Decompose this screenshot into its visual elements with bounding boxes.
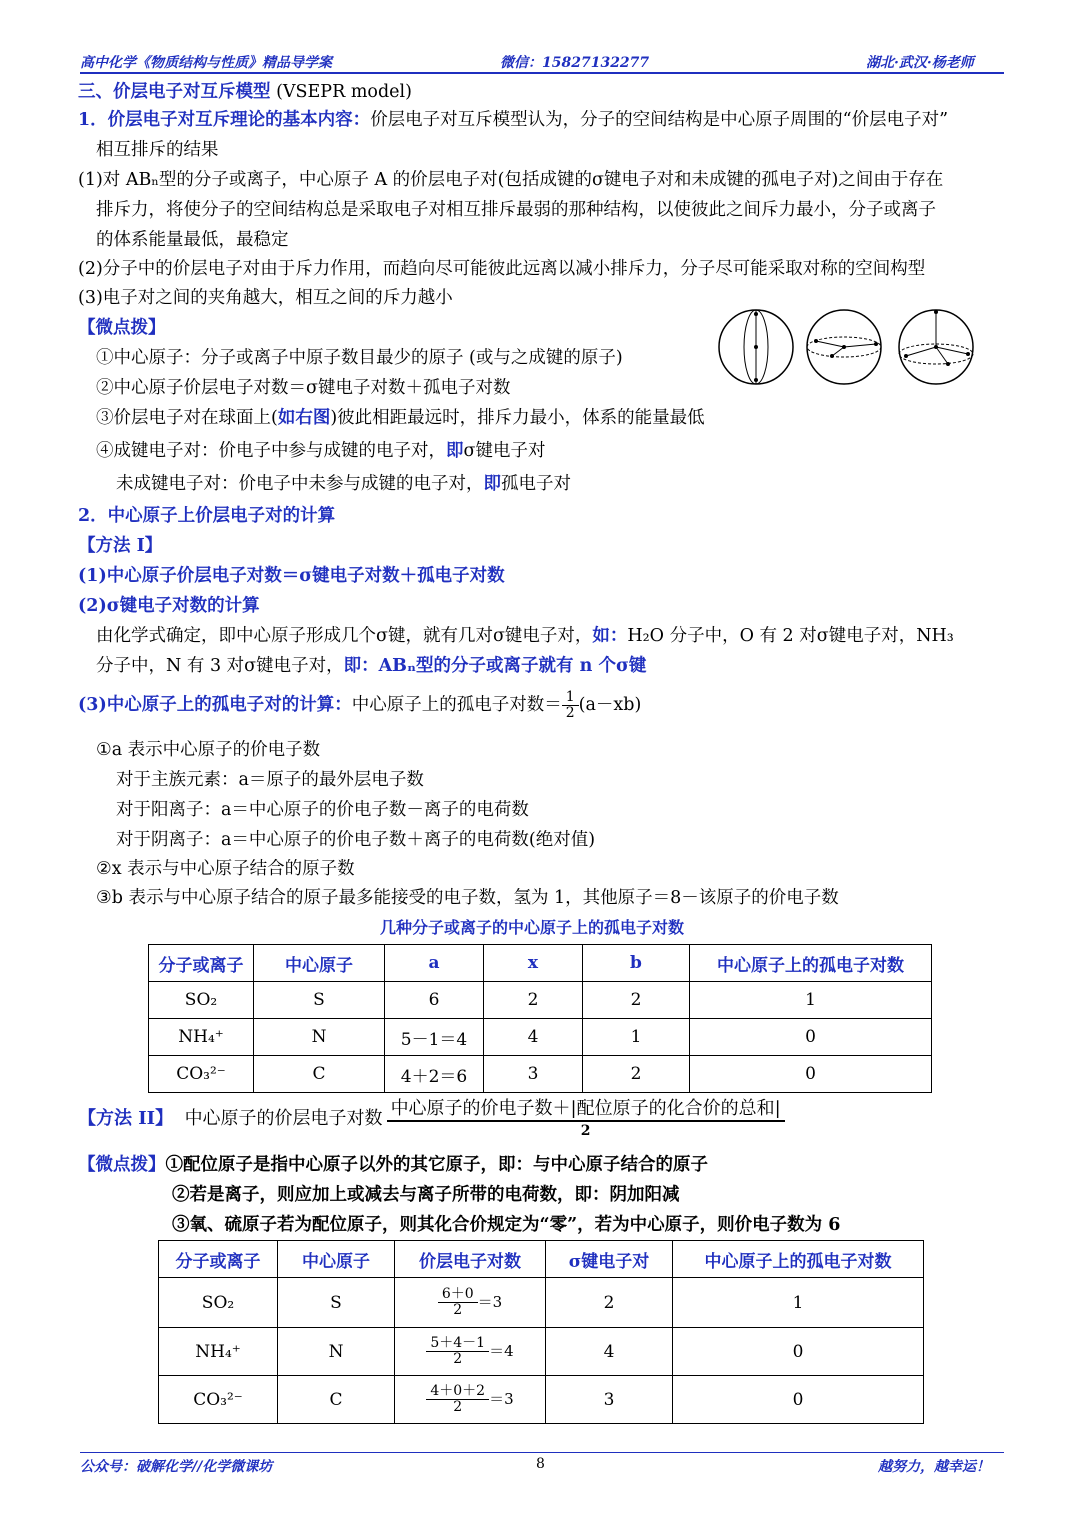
sphere-trigonal-icon [807, 310, 881, 384]
p2-a6: ③b 表示与中心原子结合的原子最多能接受的电子数，氢为 1，其他原子＝8－该原子的价电子数 [96, 888, 839, 908]
t1-header: 分子或离子 [149, 945, 254, 982]
p1-line2: 相互排斥的结果 [96, 140, 219, 160]
footer-right: 越努力，越幸运！ [878, 1459, 990, 1475]
tip1-c: ③价层电子对在球面上(如右图)彼此相距最远时，排斥力最小，体系的能量最低 [96, 408, 705, 428]
cell: CO₃²⁻ [149, 1056, 254, 1093]
fraction-half: $\frac{1}{2}$ [562, 690, 579, 721]
t2-header: 价层电子对数 [395, 1241, 546, 1278]
p2-a3: 对于阳离子：a＝中心原子的价电子数－离子的电荷数 [116, 800, 529, 820]
tip1-e: 未成键电子对：价电子中未参与成键的电子对，即孤电子对 [116, 474, 571, 494]
method1-label: 【方法 I】 [78, 536, 163, 556]
tip1-label: 【微点拨】 [78, 318, 166, 338]
cell: 2 [583, 1056, 690, 1093]
p2-f2b: 分子中，N 有 3 对σ键电子对，即：ABₙ型的分子或离子就有 n 个σ键 [96, 656, 647, 676]
cell: 2 [484, 982, 583, 1019]
cell: $\frac{5+4-1}{2}$ ＝4 [395, 1328, 546, 1376]
table-row [149, 1019, 932, 1056]
p2-a2: 对于主族元素：a＝原子的最外层电子数 [116, 770, 424, 790]
cell: 5－1＝4 [385, 1019, 484, 1056]
cell: 0 [690, 1019, 932, 1056]
t2-header: 分子或离子 [159, 1241, 278, 1278]
p2-a1: ①a 表示中心原子的价电子数 [96, 740, 321, 760]
footer-left: 公众号：破解化学//化学微课坊 [80, 1459, 273, 1475]
cell: CO₃²⁻ [159, 1376, 278, 1424]
t1-header: a [385, 945, 484, 982]
cell: S [254, 982, 385, 1019]
t1-header: 中心原子上的孤电子对数 [690, 945, 932, 982]
cell: 3 [546, 1376, 673, 1424]
cell: NH₄⁺ [159, 1328, 278, 1376]
t2-header: 中心原子 [278, 1241, 395, 1278]
table1-caption: 几种分子或离子的中心原子上的孤电子对数 [380, 918, 685, 937]
p2-f3: (3)中心原子上的孤电子对的计算：中心原子上的孤电子对数＝ $\frac{1}{2}$ (a－xb) [78, 689, 642, 721]
table-row [159, 1328, 924, 1376]
cell: 2 [583, 982, 690, 1019]
tip2-b: ②若是离子，则应加上或减去与离子所带的电荷数，即：阴加阳减 [172, 1185, 680, 1205]
p2-f1: (1)中心原子价层电子对数＝σ键电子对数＋孤电子对数 [78, 566, 505, 586]
cell: S [278, 1278, 395, 1328]
p1-item1a: (1)对 ABₙ型的分子或离子，中心原子 A 的价层电子对(包括成键的σ键电子对和未成键的孤电子对)之间由于存在 [78, 170, 944, 190]
tip1-a: ①中心原子：分子或离子中原子数目最少的原子 (或与之成键的原子) [96, 348, 623, 368]
header-right: 湖北·武汉·杨老师 [866, 55, 974, 71]
cell: $\frac{6+0}{2}$ ＝3 [395, 1278, 546, 1328]
method2-fraction: 中心原子的价电子数＋|配位原子的化合价的总和| 2 [387, 1098, 785, 1140]
method2-line: 【方法 II】 中心原子的价层电子对数 中心原子的价电子数＋|配位原子的化合价的总和| 2 [78, 1098, 785, 1140]
t2-header: σ键电子对 [546, 1241, 673, 1278]
cell: 1 [583, 1019, 690, 1056]
cell: N [254, 1019, 385, 1056]
t2-header: 中心原子上的孤电子对数 [673, 1241, 924, 1278]
table-row [159, 1376, 924, 1424]
p2-f2: (2)σ键电子对数的计算 [78, 596, 260, 616]
cell: 4 [484, 1019, 583, 1056]
sphere-tetrahedral-icon [899, 310, 973, 384]
cell: 1 [690, 982, 932, 1019]
cell: NH₄⁺ [149, 1019, 254, 1056]
cell: 6 [385, 982, 484, 1019]
cell: 4 [546, 1328, 673, 1376]
table2 [158, 1240, 924, 1424]
table-row [159, 1278, 924, 1328]
table-row [149, 1056, 932, 1093]
cell: 2 [546, 1278, 673, 1328]
p1-item2: (2)分子中的价层电子对由于斥力作用，而趋向尽可能彼此远离以减小排斥力，分子尽可能采取对称的空间构型 [78, 259, 926, 279]
vsepr-spheres-figure [716, 306, 978, 388]
t1-header: 中心原子 [254, 945, 385, 982]
cell: 3 [484, 1056, 583, 1093]
tip1-b: ②中心原子价层电子对数＝σ键电子对数＋孤电子对数 [96, 378, 511, 398]
p2-f2a: 由化学式确定，即中心原子形成几个σ键，就有几对σ键电子对，如：H₂O 分子中，O 有 2 对σ键电子对，NH₃ [96, 626, 954, 646]
cell: 1 [673, 1278, 924, 1328]
header-rule [80, 72, 1004, 74]
cell: 4＋2＝6 [385, 1056, 484, 1093]
p1-item3: (3)电子对之间的夹角越大，相互之间的斥力越小 [78, 288, 453, 308]
p2-a4: 对于阴离子：a＝中心原子的价电子数＋离子的电荷数(绝对值) [116, 830, 596, 850]
cell: C [278, 1376, 395, 1424]
p1-line: 1．价层电子对互斥理论的基本内容：价层电子对互斥模型认为，分子的空间结构是中心原子周围的“价层电子对” [78, 110, 949, 130]
footer-rule [80, 1452, 1004, 1453]
header-left: 高中化学《物质结构与性质》精品导学案 [80, 55, 332, 71]
cell: C [254, 1056, 385, 1093]
tip1-d: ④成键电子对：价电子中参与成键的电子对，即σ键电子对 [96, 441, 546, 461]
tip2-a: 【微点拨】①配位原子是指中心原子以外的其它原子，即：与中心原子结合的原子 [78, 1155, 708, 1175]
t1-header: x [484, 945, 583, 982]
tip2-c: ③氧、硫原子若为配位原子，则其化合价规定为“零”，若为中心原子，则价电子数为 6 [172, 1215, 841, 1235]
cell: SO₂ [149, 982, 254, 1019]
cell: 0 [690, 1056, 932, 1093]
t1-header: b [583, 945, 690, 982]
section-title: 三、价层电子对互斥模型 (VSEPR model) [78, 82, 412, 102]
cell: 0 [673, 1328, 924, 1376]
p1-item1b: 排斥力，将使分子的空间结构总是采取电子对相互排斥最弱的那种结构，以使彼此之间斥力最小，分子或离子 [96, 200, 936, 220]
p2-a5: ②x 表示与中心原子结合的原子数 [96, 859, 355, 879]
cell: $\frac{4+0+2}{2}$ ＝3 [395, 1376, 546, 1424]
table1 [148, 944, 932, 1093]
cell: 0 [673, 1376, 924, 1424]
cell: N [278, 1328, 395, 1376]
page-number: 8 [536, 1456, 545, 1472]
table-row [149, 982, 932, 1019]
header-center: 微信：15827132277 [500, 55, 650, 71]
p1-item1c: 的体系能量最低，最稳定 [96, 230, 289, 250]
cell: SO₂ [159, 1278, 278, 1328]
p2-title: 2．中心原子上价层电子对的计算 [78, 506, 336, 526]
sphere-linear-icon [719, 310, 793, 384]
